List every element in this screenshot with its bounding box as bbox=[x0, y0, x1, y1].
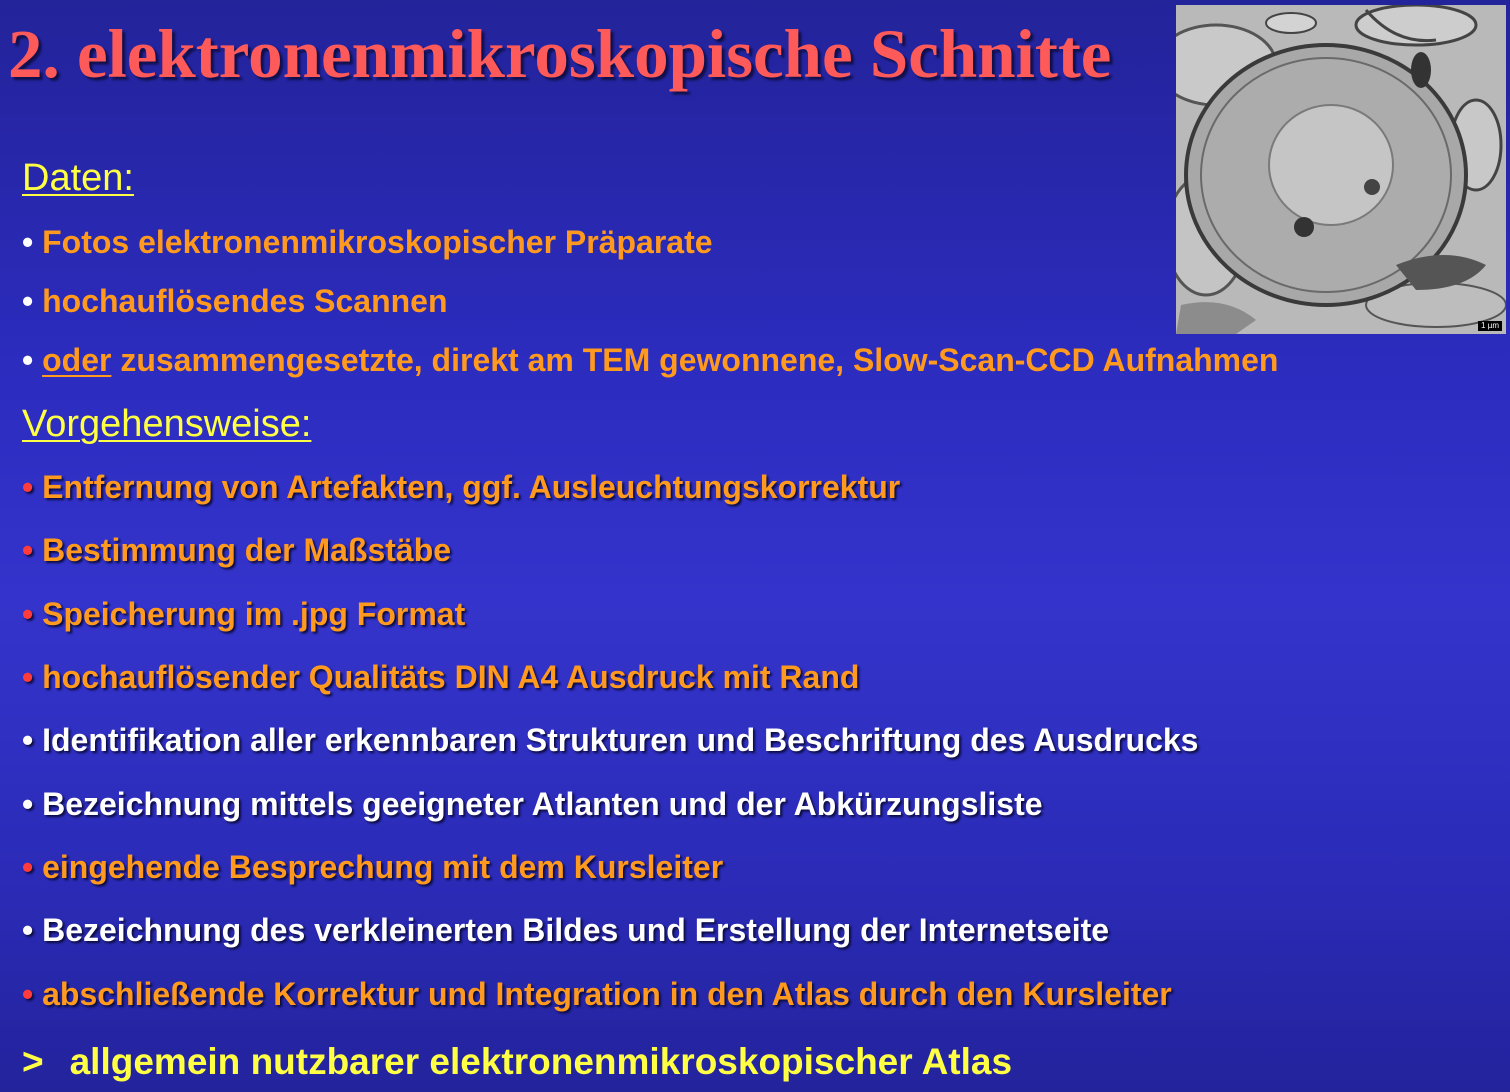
conclusion-line bbox=[22, 1040, 1012, 1084]
daten-item-3-underlined: oder bbox=[42, 342, 112, 378]
step-item-8-text: Bezeichnung des verkleinerten Bildes und Erstellung der Internetseite bbox=[42, 912, 1110, 948]
daten-item-3 bbox=[22, 340, 1278, 380]
bullet: • bbox=[22, 224, 34, 260]
bullet: • bbox=[22, 786, 34, 822]
step-item-2 bbox=[22, 530, 451, 570]
step-item-4-text: hochauflösender Qualitäts DIN A4 Ausdruck mit Rand bbox=[42, 659, 860, 695]
step-item-1 bbox=[22, 467, 900, 507]
daten-heading: Daten: bbox=[22, 157, 134, 199]
step-item-3 bbox=[22, 594, 465, 634]
step-item-1-text: Entfernung von Artefakten, ggf. Ausleuchtungskorrektur bbox=[42, 469, 901, 505]
bullet: • bbox=[22, 283, 34, 319]
step-item-5-text: Identifikation aller erkennbaren Strukturen und Beschriftung des Ausdrucks bbox=[42, 722, 1199, 758]
slide-title: 2. elektronenmikroskopische Schnitte bbox=[8, 16, 1112, 92]
bullet: • bbox=[22, 532, 34, 568]
bullet: • bbox=[22, 659, 34, 695]
bullet: • bbox=[22, 849, 34, 885]
daten-item-1-text: Fotos elektronenmikroskopischer Präparate bbox=[42, 224, 713, 260]
bullet: • bbox=[22, 596, 34, 632]
vorgehensweise-heading: Vorgehensweise: bbox=[22, 403, 312, 445]
bullet: • bbox=[22, 912, 34, 948]
daten-item-2 bbox=[22, 281, 448, 321]
step-item-2-text: Bestimmung der Maßstäbe bbox=[42, 532, 452, 568]
daten-item-3-text: zusammengesetzte, direkt am TEM gewonnene, Slow-Scan-CCD Aufnahmen bbox=[111, 342, 1279, 378]
step-item-9-text: abschließende Korrektur und Integration in den Atlas durch den Kursleiter bbox=[42, 976, 1172, 1012]
step-item-3-text: Speicherung im .jpg Format bbox=[42, 596, 466, 632]
bullet: • bbox=[22, 976, 34, 1012]
bullet: • bbox=[22, 469, 34, 505]
scale-bar-label: 1 µm bbox=[1478, 321, 1502, 331]
bullet: • bbox=[22, 342, 34, 378]
electron-micrograph-image bbox=[1176, 5, 1506, 334]
step-item-4 bbox=[22, 657, 859, 697]
step-item-6-text: Bezeichnung mittels geeigneter Atlanten und der Abkürzungsliste bbox=[42, 786, 1043, 822]
step-item-8 bbox=[22, 910, 1109, 950]
step-item-6 bbox=[22, 784, 1043, 824]
step-item-5 bbox=[22, 720, 1198, 760]
step-item-9 bbox=[22, 974, 1172, 1014]
micrograph-drawing bbox=[1176, 5, 1506, 334]
step-item-7 bbox=[22, 847, 723, 887]
daten-item-2-text: hochauflösendes Scannen bbox=[42, 283, 448, 319]
conclusion-text: allgemein nutzbarer elektronenmikroskopischer Atlas bbox=[69, 1041, 1013, 1082]
daten-item-1 bbox=[22, 222, 713, 262]
arrow-marker: > bbox=[22, 1041, 44, 1082]
step-item-7-text: eingehende Besprechung mit dem Kursleiter bbox=[42, 849, 724, 885]
bullet: • bbox=[22, 722, 34, 758]
